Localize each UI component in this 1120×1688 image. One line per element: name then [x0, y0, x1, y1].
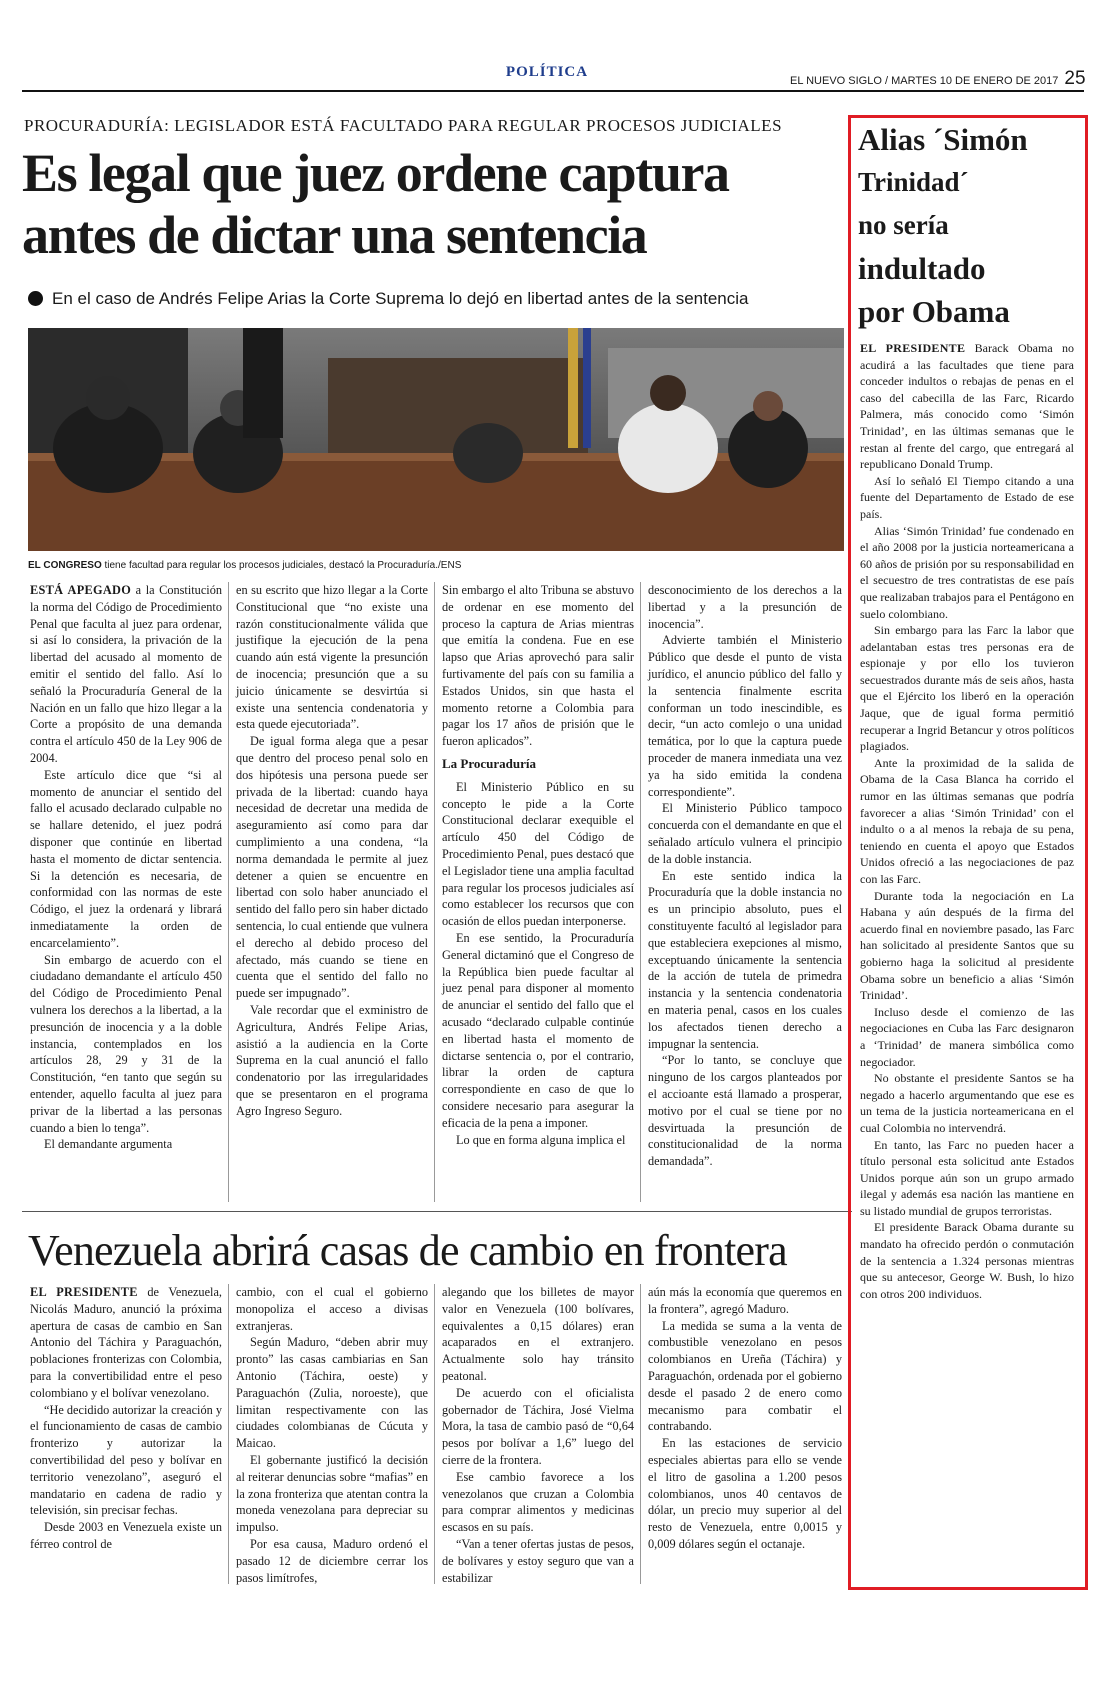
paragraph: “He decidido autorizar la creación y el funcionamiento de casas de cambio fronterizo y autorizar la convertibilidad del peso y bolívar en territorio venezolano”, aseguró el mandatario en cadena de radio y televisión, sin precisar fechas. — [30, 1402, 222, 1518]
paragraph: Así lo señaló El Tiempo citando a una fuente del Departamento de Estado de ese país. — [860, 473, 1074, 521]
paragraph: El gobernante justificó la decisión al reiterar denuncias sobre “mafias” en la zona fronteriza que atentan contra la moneda venezolana para depreciar su impulso. — [236, 1452, 428, 1535]
paragraph: Advierte también el Ministerio Público que desde el punto de vista jurídico, el anuncio público del fallo y la sentencia finalmente escrita conforman un todo inescindible, es decir, “un acto comlejo o una unidad temática, por lo que la captura puede proceder de manera inmediata una vez ya ha sido emitida la condena correspondiente”. — [648, 633, 842, 799]
paragraph: Según Maduro, “deben abrir muy pronto” las casas cambiarias en San Antonio (Táchira, oeste) y Paraguachón (Zulia, noroeste), que limitan respectivamente con las ciudades colombianas de Cúcuta y Maicao. — [236, 1335, 428, 1451]
paragraph: Sin embargo el alto Tribuna se abstuvo de ordenar en ese momento del proceso la captura de Arias mientras que emitía la condena. Fue en ese lapso que Arias aprovechó para salir furtivamente del país con su familia a Estados Unidos, sin que hasta el momento retorne a Colombia para pagar los 17 años de prisión que le fueron aplicados”. — [442, 583, 634, 749]
sidebar-headline — [858, 118, 1078, 333]
article-col-4 — [648, 582, 842, 1170]
paragraph: Durante toda la negociación en La Habana y aún después de la firma del acuerdo final en noviembre pasado, las Farc han solicitado al presidente Santos que su gobierno haga la solicitud al presidente Obama sobre un beneficio a alias ‘Simón Trinidad’. — [860, 888, 1074, 1003]
paragraph: En tanto, las Farc no pueden hacer a título personal esta solicitud ante Estados Unidos porque aún son un grupo armado ilegal y además esa nación las mantiene en su listado mundial de grupos terroristas. — [860, 1137, 1074, 1218]
caption-text: tiene facultad para regular los procesos judiciales, destacó la Procuraduría./ENS — [101, 560, 462, 571]
sidebar-headline-line: no sería — [858, 210, 949, 240]
sidebar-headline-line: por Obama — [858, 294, 1010, 329]
paragraph: De acuerdo con el oficialista gobernador de Táchira, José Vielma Mora, la tasa de cambio pasó de “0,64 pesos por bolívar a 1,6” luego del cierre de la frontera. — [442, 1385, 634, 1467]
paragraph: Incluso desde el comienzo de las negociaciones en Cuba las Farc designaron a ‘Trinidad’ de manera simbólica como negociador. — [860, 1004, 1074, 1069]
paragraph: a la Constitución la norma del Código de Procedimiento Penal que faculta al juez para ordenar, si así lo considera, la privación de la libertad del acusado al momento de emitir el sentido del fallo. Así lo señaló la Procuraduría General de la Nación en un fallo que hizo llegar a la Corte a propósito de una demanda contra el artículo 450 de la Ley 906 de 2004. — [30, 583, 222, 765]
masthead — [790, 68, 1086, 90]
masthead-text: EL NUEVO SIGLO / MARTES 10 DE ENERO DE 2017 — [790, 75, 1059, 87]
article2-headline: Venezuela abrirá casas de cambio en frontera — [28, 1226, 787, 1275]
article-col-3 — [442, 582, 634, 1148]
paragraph: Ante la proximidad de la salida de Obama de la Casa Blanca ha corrido el rumor en las últimas semanas que podría favorecer a alias ‘Simón Trinidad’ con el indulto o a al menos la rebaja de su pena, teniendo en cuenta el apoyo que Estados Unidos ofreció a las negociaciones de paz con las Farc. — [860, 755, 1074, 886]
paragraph: Barack Obama no acudirá a las facultades que tiene para conceder indultos o rebajas de penas en el caso del cabecilla de las Farc, Ricardo Palmera, más conocido como ‘Simón Trinidad’, en las últimas semanas que le restan al frente del cargo, que entregará al republicano Donald Trump. — [860, 341, 1074, 472]
paragraph: aún más la economía que queremos en la frontera”, agregó Maduro. — [648, 1285, 842, 1316]
paragraph: El Ministerio Público en su concepto le pide a la Corte Constitucional declarar exequible el artículo 450 del Código de Procedimiento Penal, pues destacó que el Legislador tiene una amplia facultad para regular los procesos judiciales así como establecer los recursos que con ocasión de ellos puedan interponerse. — [442, 779, 634, 929]
lead-in: ESTÁ APEGADO — [30, 583, 132, 597]
paragraph: Alias ‘Simón Trinidad’ fue condenado en el año 2008 por la justicia norteamericana a 60 años de prisión por su responsabilidad en el secuestro de tres contratistas de ese país que realizaban trabajos para el Pentágono en suelo colombiano. — [860, 523, 1074, 621]
headline-line-2: antes de dictar una sentencia — [22, 205, 647, 265]
paragraph: desconocimiento de los derechos a la libertad y a la presunción de inocencia”. — [648, 583, 842, 631]
sidebar-body — [860, 340, 1074, 1302]
article2-col-1 — [30, 1284, 222, 1553]
paragraph: “Por lo tanto, se concluye que ninguno de los cargos planteados por el accioante está llamado a prosperar, motivo por el cual se tiene por no desvirtuada la presunción de constitucionalidad de la norma demandada”. — [648, 1053, 842, 1169]
paragraph: El demandante argumenta — [44, 1137, 173, 1152]
paragraph: de Venezuela, Nicolás Maduro, anunció la próxima apertura de casas de cambio en San Antonio del Táchira y Paraguachón, poblaciones fronterizas con Colombia, para la convertibilidad entre el peso colombiano y el bolívar venezolano. — [30, 1285, 222, 1400]
article-col-2 — [236, 582, 428, 1120]
paragraph: En este sentido indica la Procuraduría que la doble instancia no es un principio absoluto, pues el constituyente facultó al legislador para que estableciera exepciones al mismo, exceptuando únicamente la sentencia de la acción de tutela de primedra instancia y la sentencia condenatoria en materia penal, casos en los cuales los afectados tienen derecho a impugnar la sentencia. — [648, 868, 842, 1051]
paragraph: En ese sentido, la Procuraduría General dictaminó que el Congreso de la República bien puede facultar al juez penal para disponer al momento de anunciar el sentido del fallo que el acusado “declarado culpable continúe en libertad hasta el momento de dictarse sentencia o, por el contrario, librar la orden de captura correspondiente en caso de que lo considere necesario para asegurar la eficacia de la pena a imponer. — [442, 930, 634, 1130]
paragraph: En las estaciones de servicio especiales abiertas para ello se vende el litro de gasolina a 1.200 pesos colombianos, unos 40 centavos de dólar, un precio muy superior al del resto de Venezuela, entre 0,0015 y 0,009 dólares según el octanaje. — [648, 1436, 842, 1551]
column-divider — [434, 1284, 435, 1584]
sidebar-headline-line: Alias ´Simón — [858, 122, 1028, 157]
sidebar-headline-line: Trinidad´ — [858, 167, 969, 197]
paragraph: Este artículo dice que “si al momento de anunciar el sentido del fallo el acusado declarado culpable no se hallare detenido, el juez podrá disponer que continúe en libertad hasta el momento de dictar sentencia. Si la detención es necesaria, de conformidad con las normas de este Código, el juez la ordenará y librará inmediatamente la orden de encarcelamiento”. — [30, 767, 222, 950]
column-divider — [434, 582, 435, 1202]
column-divider — [640, 582, 641, 1202]
paragraph: Sin embargo de acuerdo con el ciudadano demandante el artículo 450 del Código de Procedimiento Penal vulnera los derechos a la libertad, a la presunción de inocencia y a la doble instancia, contemplados en los artículos 28, 29 y 31 de la Constitución, “en tanto que según su entender, aquello faculta al juez para privar de la libertad a las personas cuando a bien lo tenga”. — [30, 952, 222, 1135]
paragraph: Vale recordar que el exministro de Agricultura, Andrés Felipe Arias, asistió a la audiencia en la Corte Suprema en la cual anunció el fallo condenatorio por las irregularidades que se presentaron en el programa Agro Ingreso Seguro. — [236, 1002, 428, 1118]
article-subhead — [28, 289, 848, 309]
paragraph: No obstante el presidente Santos se ha negado a hacerlo argumentando que ese es un tema de la justicia norteamericana en el cual Colombia no intervendrá. — [860, 1071, 1074, 1135]
paragraph: Desde 2003 en Venezuela existe un férreo control de — [30, 1520, 222, 1551]
subheading: La Procuraduría — [442, 755, 537, 771]
paragraph: De igual forma alega que a pesar que dentro del proceso penal solo en dos hipótesis una persona puede ser privada de la libertad: cuando haya necesidad de decretar una medida de aseguramiento así como para dar cumplimiento a una condena, “la norma demandada le permite al juez detener a quien se encuentre en libertad con solo haber anunciado el sentido del fallo pero sin haber dictado sentencia, lo cual entiende que vulnera el derecho al debido proceso del afectado, más cuando se tiene en cuenta que el sentido del fallo no puede ser impugnado”. — [236, 734, 428, 1001]
column-divider — [228, 1284, 229, 1584]
lead-in: EL PRESIDENTE — [30, 1285, 138, 1299]
paragraph: Lo que en forma alguna implica el — [456, 1132, 626, 1147]
court-photo — [28, 328, 844, 551]
article2-col-2 — [236, 1284, 428, 1586]
section-divider — [22, 1211, 852, 1212]
lead-in: EL PRESIDENTE — [860, 341, 966, 355]
column-divider — [640, 1284, 641, 1584]
column-divider — [228, 582, 229, 1202]
paragraph: alegando que los billetes de mayor valor en Venezuela (100 bolívares, equivalentes a 0,15 dólares) eran acaparados en el extranjero. Actualmente solo hay tránsito peatonal. — [442, 1285, 634, 1383]
article-headline — [22, 142, 852, 266]
paragraph: Sin embargo para las Farc la labor que adelantaban estas tres personas era de espionaje y por ello los tuvieron secuestrados durante más de seis años, hasta que el Ejército los liberó en la operación Jaque, que de igual forma permitió recuperar a Ingrid Betancur y otros políticos plagiados. — [860, 623, 1074, 754]
subhead-text: En el caso de Andrés Felipe Arias la Corte Suprema lo dejó en libertad antes de la sentencia — [52, 289, 749, 308]
header-rule — [22, 90, 1084, 92]
section-label: POLÍTICA — [505, 64, 589, 80]
bullet-icon — [28, 291, 43, 306]
article-col-1 — [30, 582, 222, 1153]
caption-lead: EL CONGRESO — [28, 560, 102, 571]
page-number: 25 — [1064, 68, 1086, 89]
article2-col-3 — [442, 1284, 634, 1586]
paragraph: “Van a tener ofertas justas de pesos, de bolívares y estoy seguro que van a estabilizar — [442, 1536, 634, 1585]
paragraph: Por esa causa, Maduro ordenó el pasado 12 de diciembre cerrar los pasos limítrofes, — [236, 1536, 428, 1585]
headline-line-1: Es legal que juez ordene captura — [22, 143, 729, 203]
paragraph: El presidente Barack Obama durante su mandato ha ofrecido perdón o conmutación de la sentencia a 1.324 personas mientras que su antecesor, George W. Bush, lo hizo con otros 200 individuos. — [860, 1220, 1074, 1301]
paragraph: cambio, con el cual el gobierno monopoliza el acceso a divisas extranjeras. — [236, 1285, 428, 1333]
sidebar-headline-line: indultado — [858, 251, 986, 286]
article2-col-4 — [648, 1284, 842, 1553]
photo-caption — [28, 560, 848, 571]
paragraph: Ese cambio favorece a los venezolanos que cruzan a Colombia para comprar alimentos y medicinas escasos en su país. — [442, 1469, 634, 1535]
article-kicker: PROCURADURÍA: LEGISLADOR ESTÁ FACULTADO PARA REGULAR PROCESOS JUDICIALES — [24, 116, 783, 135]
paragraph: en su escrito que hizo llegar a la Corte Constitucional que “no existe una razón constitucionalmente válida que justifique la ejecución de la pena cuando aún está vigente la presunción de inocencia; presunción que a su juicio únicamente se desvirtúa si existe una sentencia condenatoria y esta quede ejecutoriada”. — [236, 583, 428, 732]
paragraph: El Ministerio Público tampoco concuerda con el demandante en que el señalado artículo vulnera el principio de la doble instancia. — [648, 801, 842, 866]
paragraph: La medida se suma a la venta de combustible venezolano en pesos colombianos en Ureña (Táchira) y Paraguachón, ordenada por el gobierno desde el pasado 2 de enero como mecanismo para combatir el contrabando. — [648, 1318, 842, 1434]
